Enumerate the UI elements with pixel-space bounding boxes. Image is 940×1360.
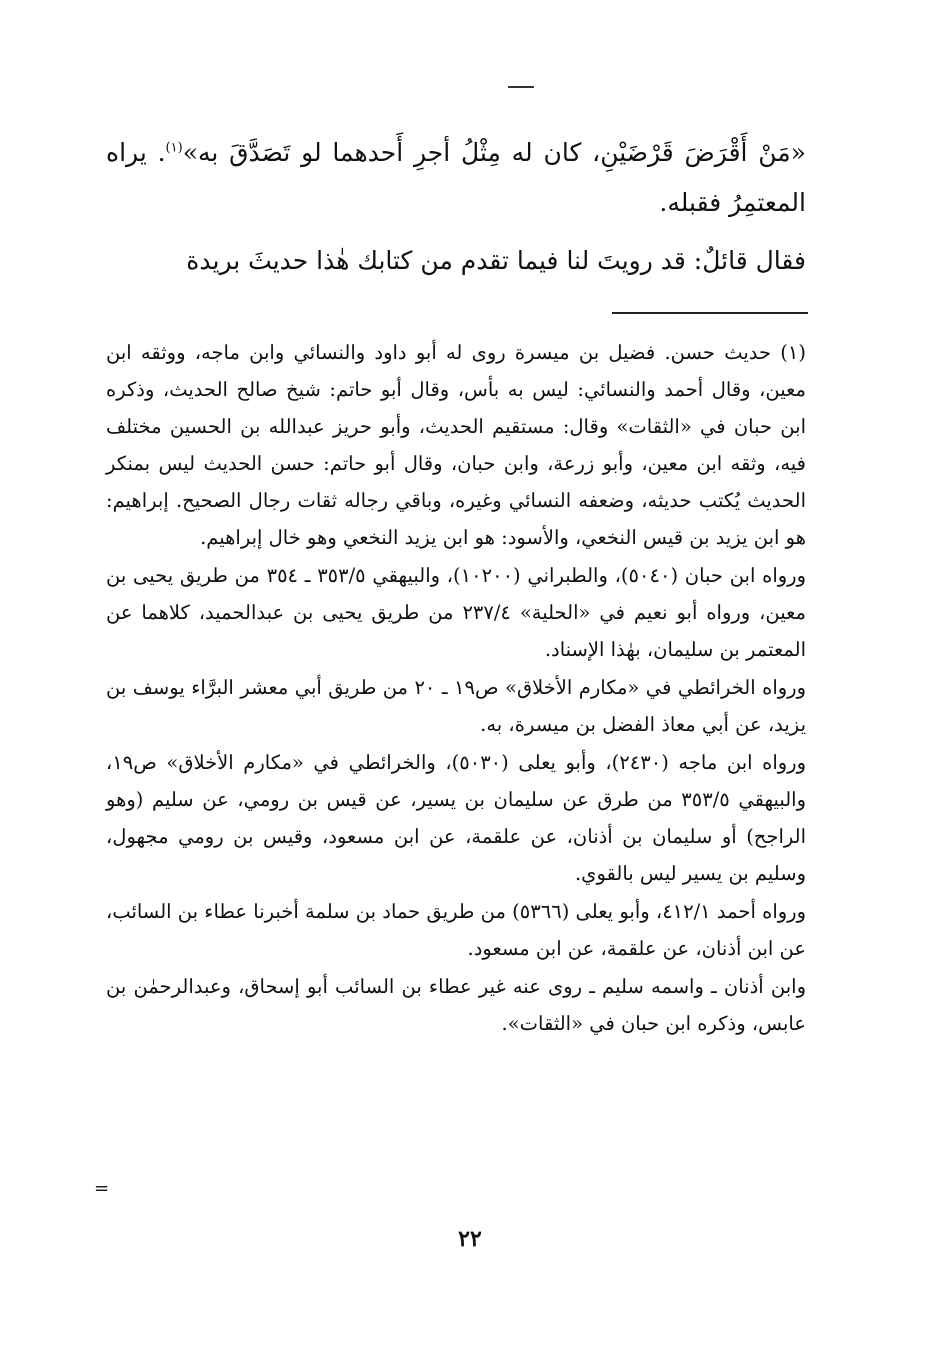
footnote-paragraph-3: ورواه الخرائطي في «مكارم الأخلاق» ص١٩ ـ ٢٠ من طريق أبي معشر البرَّاء يوسف بن يزيد، عن أبي معاذ الفضل بن ميسرة، به. — [106, 676, 806, 736]
main-paragraph-1-text: «مَنْ أَقْرَضَ قَرْضَيْنِ، كان له مِثْلُ أجرِ أَحدهما لو تَصَدَّقَ به» — [182, 138, 806, 167]
footnote-reference: (١) — [165, 140, 183, 156]
footnote-paragraph-4: ورواه ابن ماجه (٢٤٣٠)، وأبو يعلى (٥٠٣٠)، والخرائطي في «مكارم الأخلاق» ص١٩، والبيهقي ٣٥٣/٥ من طرق عن سليمان بن يسير، عن قيس بن رومي، عن سليم (وهو الراجح) أو سليمان بن أذنان، عن علقمة، عن ابن مسعود، وقيس بن رومي مجهول، وسليم بن يسير ليس بالقوي. — [106, 751, 807, 885]
footnote-paragraph-1: (١) حديث حسن. فضيل بن ميسرة روى له أبو داود والنسائي وابن ماجه، ووثقه ابن معين، وقال أحمد والنسائي: ليس به بأس، وقال أبو حاتم: شيخ صالح الحديث، وذكره ابن حبان في «الثقات» وقال: مستقيم الحديث، وأبو حريز عبدالله بن الحسين مختلف فيه، وثقه ابن معين، وأبو زرعة، وابن حبان، وقال أبو حاتم: حسن الحديث ليس بمنكر الحديث يُكتب حديثه، وضعفه النسائي وغيره، وباقي رجاله ثقات رجال الصحيح. إبراهيم: هو ابن يزيد بن قيس النخعي، والأسود: هو ابن يزيد النخعي وهو خال إبراهيم. — [106, 341, 806, 549]
footnote-paragraph-6: وابن أذنان ـ واسمه سليم ـ روى عنه غير عطاء بن السائب أبو إسحاق، وعبدالرحمٰن بن عابس، وذكره ابن حبان في «الثقات». — [106, 975, 806, 1035]
continuation-mark: = — [94, 1178, 110, 1199]
footnote-paragraph-2: ورواه ابن حبان (٥٠٤٠)، والطبراني (١٠٢٠٠)، والبيهقي ٣٥٣/٥ ـ ٣٥٤ من طريق يحيى بن معين، ورواه أبو نعيم في «الحلية» ٢٣٧/٤ من طريق يحيى بن عبدالحميد، كلاهما عن المعتمر بن سليمان، بهٰذا الإسناد. — [106, 564, 806, 661]
footnotes — [106, 334, 806, 1042]
header-dash — [508, 86, 534, 88]
main-paragraph-1-tail: . يراه المعتمِرُ فقبله. — [106, 138, 806, 217]
footnote-divider — [612, 312, 808, 314]
main-text — [106, 128, 806, 286]
footnote-paragraph-5: ورواه أحمد ٤١٢/١، وأبو يعلى (٥٣٦٦) من طريق حماد بن سلمة أخبرنا عطاء بن السائب، عن ابن أذنان، عن علقمة، عن ابن مسعود. — [106, 900, 806, 960]
main-paragraph-1 — [106, 128, 806, 228]
main-paragraph-2: فقال قائلٌ: قد رويتَ لنا فيما تقدم من كتابك هٰذا حديثَ بريدة — [186, 246, 806, 275]
page-number: ٢٢ — [458, 1226, 482, 1252]
